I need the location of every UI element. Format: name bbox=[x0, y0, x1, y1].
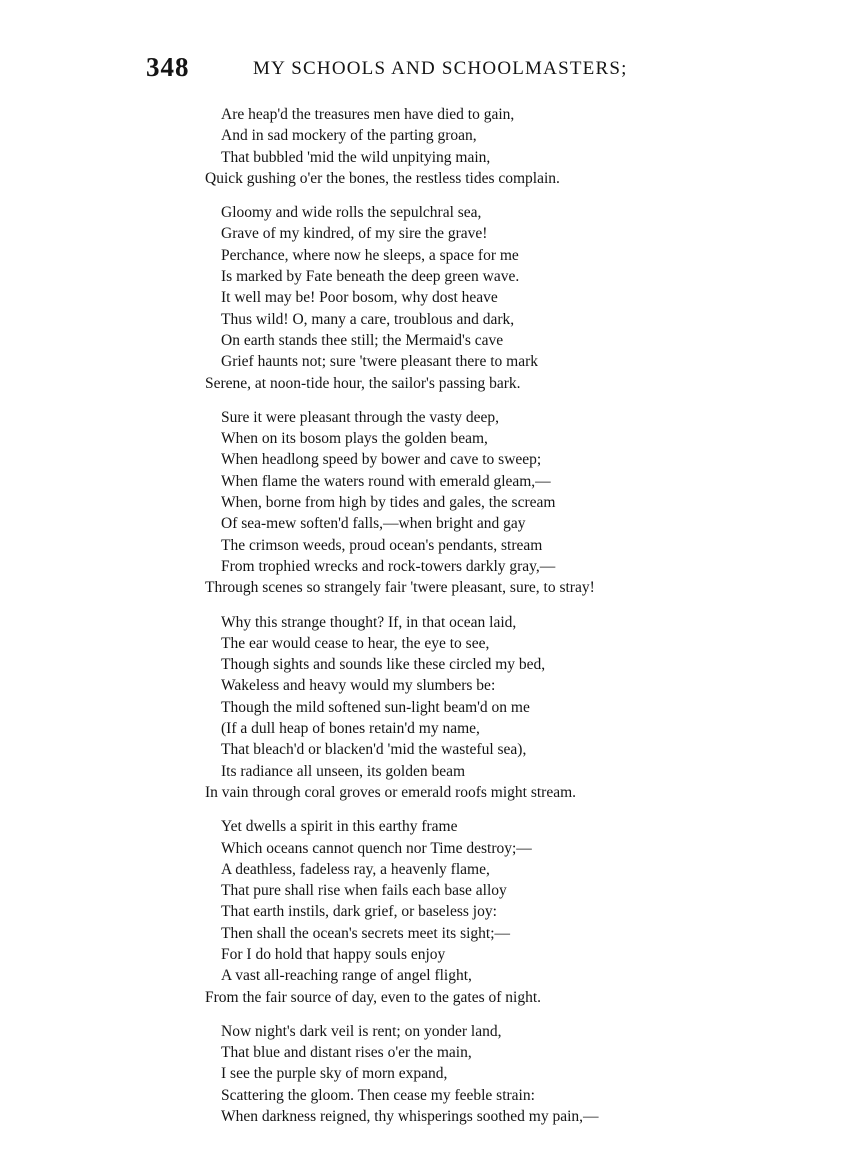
poem-line: Of sea-mew soften'd falls,—when bright and gay bbox=[221, 515, 526, 533]
poem-line: When, borne from high by tides and gales, the scream bbox=[221, 494, 556, 512]
stanza-4 bbox=[205, 612, 675, 804]
poem-line: I see the purple sky of morn expand, bbox=[221, 1065, 448, 1083]
poem-line: For I do hold that happy souls enjoy bbox=[221, 945, 446, 963]
poem-line: The ear would cease to hear, the eye to see, bbox=[221, 634, 490, 652]
poem-line: When darkness reigned, thy whisperings soothed my pain,— bbox=[221, 1108, 599, 1126]
poem-line: Though the mild softened sun-light beam'd on me bbox=[221, 698, 530, 716]
running-title: MY SCHOOLS AND SCHOOLMASTERS; bbox=[253, 58, 628, 79]
poem-line: Through scenes so strangely fair 'twere pleasant, sure, to stray! bbox=[205, 579, 595, 597]
poem-line: On earth stands thee still; the Mermaid's cave bbox=[221, 331, 504, 349]
poem-line: A deathless, fadeless ray, a heavenly flame, bbox=[221, 860, 490, 878]
stanza-1 bbox=[205, 104, 675, 189]
poem-line: And in sad mockery of the parting groan, bbox=[221, 127, 477, 145]
poem-line: Grave of my kindred, of my sire the grave! bbox=[221, 225, 488, 243]
poem-line: That earth instils, dark grief, or baseless joy: bbox=[221, 903, 497, 921]
poem-line: The crimson weeds, proud ocean's pendants, stream bbox=[221, 536, 543, 554]
poem-line: Then shall the ocean's secrets meet its sight;— bbox=[221, 924, 511, 942]
poem-line: (If a dull heap of bones retain'd my name, bbox=[221, 720, 480, 738]
stanza-5 bbox=[205, 816, 675, 1008]
poem-line: That bleach'd or blacken'd 'mid the wasteful sea), bbox=[221, 741, 527, 759]
poem-line: Serene, at noon-tide hour, the sailor's passing bark. bbox=[205, 374, 521, 392]
poem-line: That pure shall rise when fails each base alloy bbox=[221, 882, 507, 900]
poem-body bbox=[205, 104, 675, 1140]
poem-line: Which oceans cannot quench nor Time destroy;— bbox=[221, 839, 532, 857]
poem-line: Its radiance all unseen, its golden beam bbox=[221, 762, 466, 780]
poem-line: Yet dwells a spirit in this earthy frame bbox=[221, 818, 458, 836]
poem-line: Though sights and sounds like these circled my bed, bbox=[221, 656, 546, 674]
poem-line: Quick gushing o'er the bones, the restless tides complain. bbox=[205, 169, 560, 187]
poem-line: Perchance, where now he sleeps, a space for me bbox=[221, 246, 519, 264]
poem-line: That bubbled 'mid the wild unpitying main, bbox=[221, 148, 491, 166]
stanza-2 bbox=[205, 202, 675, 394]
poem-line: Sure it were pleasant through the vasty deep, bbox=[221, 408, 500, 426]
poem-line: Thus wild! O, many a care, troublous and dark, bbox=[221, 310, 515, 328]
poem-line: It well may be! Poor bosom, why dost heave bbox=[221, 289, 498, 307]
poem-line: From trophied wrecks and rock-towers darkly gray,— bbox=[221, 557, 556, 575]
poem-line: Gloomy and wide rolls the sepulchral sea, bbox=[221, 204, 482, 222]
page-header bbox=[146, 52, 646, 92]
poem-line: Grief haunts not; sure 'twere pleasant there to mark bbox=[221, 353, 538, 371]
poem-line: From the fair source of day, even to the gates of night. bbox=[205, 988, 542, 1006]
poem-line: That blue and distant rises o'er the main, bbox=[221, 1044, 472, 1062]
stanza-3 bbox=[205, 407, 675, 599]
poem-line: A vast all-reaching range of angel flight, bbox=[221, 967, 472, 985]
poem-line: Why this strange thought? If, in that ocean laid, bbox=[221, 613, 517, 631]
poem-line: Wakeless and heavy would my slumbers be: bbox=[221, 677, 496, 695]
page-number: 348 bbox=[146, 52, 190, 82]
poem-line: Are heap'd the treasures men have died to gain, bbox=[221, 106, 515, 123]
poem-line: When flame the waters round with emerald gleam,— bbox=[221, 472, 551, 490]
poem-line: Scattering the gloom. Then cease my feeble strain: bbox=[221, 1086, 535, 1104]
poem-line: Is marked by Fate beneath the deep green wave. bbox=[221, 268, 520, 286]
poem-line: In vain through coral groves or emerald roofs might stream. bbox=[205, 783, 577, 801]
poem-line: Now night's dark veil is rent; on yonder land, bbox=[221, 1022, 502, 1040]
stanza-6 bbox=[205, 1021, 675, 1127]
poem-line: When headlong speed by bower and cave to sweep; bbox=[221, 451, 542, 469]
poem-line: When on its bosom plays the golden beam, bbox=[221, 430, 488, 448]
